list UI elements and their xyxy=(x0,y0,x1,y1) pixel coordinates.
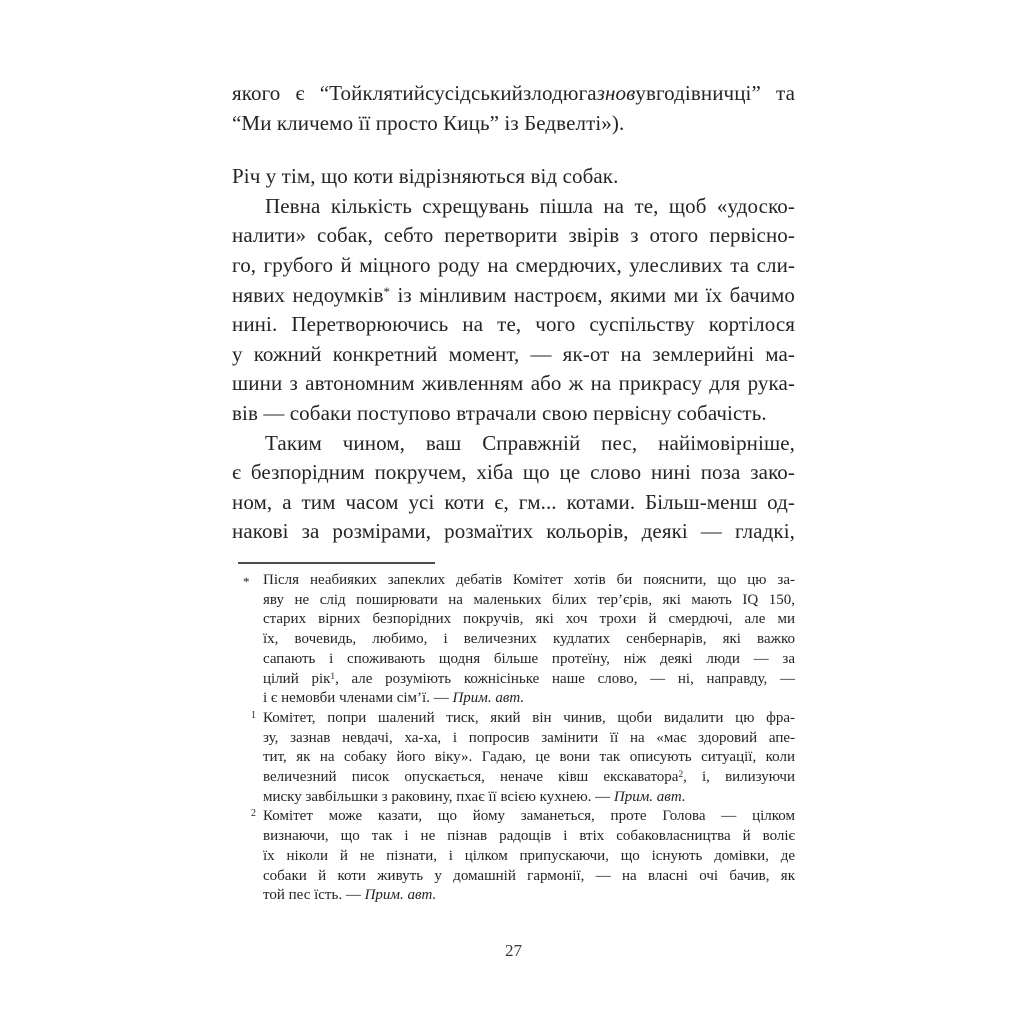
footnote-line xyxy=(263,768,795,788)
body-line xyxy=(232,281,795,311)
text-segment: Річ у тім, що коти відрізняються від собак. xyxy=(232,164,619,189)
footnote-line xyxy=(263,630,795,650)
text-segment: шини з автономним живленням або ж на прикрасу для рука- xyxy=(232,371,795,396)
body-line xyxy=(232,109,795,139)
text-segment: собаки й коти живуть у домашній гармонії, — на власні очі бачив, як xyxy=(263,867,795,884)
text-segment: Після неабияких запеклих дебатів Комітет хотів би пояснити, що цю за- xyxy=(263,572,795,588)
text-segment: у кожний конкретний момент, — як-от на землерийні ма- xyxy=(232,341,795,366)
text-segment: “Ми кличемо її просто Киць” із Бедвелті»). xyxy=(232,110,625,135)
text-segment: зу, зазнав невдачі, ха-ха, і попросив замінити її на «має здоровий апе- xyxy=(263,729,795,746)
footnote-line xyxy=(263,670,795,690)
footnote-separator-rule xyxy=(238,562,435,564)
body-line xyxy=(232,429,795,459)
footnote-ref-marker: 2 xyxy=(678,769,684,780)
paragraph xyxy=(232,162,795,192)
footnote xyxy=(251,807,795,906)
footnote-line xyxy=(263,807,795,827)
italic-text: Прим. авт. xyxy=(452,690,525,707)
paragraph xyxy=(232,192,795,429)
footnote-line xyxy=(263,867,795,887)
body-line xyxy=(232,340,795,370)
body-line xyxy=(232,192,795,222)
footnote-line xyxy=(263,650,795,670)
footnote-marker: 1 xyxy=(251,709,256,721)
text-segment: цілий рік xyxy=(263,670,331,687)
text-segment: їх ніколи й не пізнати, і цілком припускаючи, що існують домівки, де xyxy=(263,847,795,864)
footnote-ref-marker: 1 xyxy=(330,671,336,682)
footnote-line xyxy=(263,748,795,768)
body-line xyxy=(232,458,795,488)
body-line xyxy=(232,488,795,518)
text-segment: визнаючи, що так і не пізнав радощів і втіх собаковласництва й воліє xyxy=(263,828,795,845)
text-segment: із мінливим настроєм, якими ми їх бачимо xyxy=(390,282,795,307)
body-line xyxy=(232,79,795,109)
footnotes-section xyxy=(243,571,796,906)
footnote xyxy=(243,571,795,709)
text-segment: є безпорідним покручем, хіба що це слово нині поза зако- xyxy=(232,460,795,485)
footnote-line xyxy=(263,847,795,867)
paragraph xyxy=(232,429,795,547)
text-segment: , і, вилизуючи xyxy=(683,769,796,786)
text-segment: , але розуміють кожнісіньке наше слово, — ні, направду, — xyxy=(335,670,795,687)
footnote-line xyxy=(263,827,795,847)
footnote-line xyxy=(263,709,795,729)
footnote-line xyxy=(263,610,795,630)
footnote-marker: 2 xyxy=(251,808,256,820)
text-segment: вів — собаки поступово втрачали свою первісну собачість. xyxy=(232,400,767,425)
text-segment: той пес їсть. — xyxy=(263,887,365,904)
body-line xyxy=(232,221,795,251)
footnote-line xyxy=(263,729,795,749)
text-segment: Комітет може казати, що йому заманеться, проте Голова — цілком xyxy=(263,808,795,825)
text-segment: якого є “Тойклятийсусідськийзлодюга xyxy=(232,81,597,105)
text-segment: тит, як на собаку його віку». Гадаю, це вони так описують ситуації, коли xyxy=(263,749,795,766)
text-segment: їх, вочевидь, любимо, і величезних кудлатих сенбернарів, які важко xyxy=(263,631,795,648)
page-number: 27 xyxy=(505,941,522,960)
page-body-text xyxy=(232,79,795,547)
text-segment: Певна кількість схрещувань пішла на те, щоб «удоско- xyxy=(265,193,795,218)
text-segment: ном, а тим часом усі коти є, гм... котами. Більш-менш од- xyxy=(232,489,795,514)
paragraph xyxy=(232,79,795,138)
footnote-marker: * xyxy=(243,574,250,589)
text-segment: увгодівничці” та xyxy=(635,81,795,105)
body-line xyxy=(232,369,795,399)
footnote-line xyxy=(263,886,795,906)
footnote-line xyxy=(263,591,795,611)
body-line xyxy=(232,251,795,281)
italic-text: Прим. авт. xyxy=(613,788,686,805)
text-segment: сапають і споживають щодня більше протеїну, ніж деякі люди — за xyxy=(263,650,795,667)
text-segment: старих вірних безпорідних покручів, які хоч трохи й смердючі, але ми xyxy=(263,611,795,628)
text-segment: го, грубого й міцного роду на смердючих, улесливих та сли- xyxy=(232,252,795,277)
text-segment: налити» собак, себто перетворити звірів з отого первісно- xyxy=(232,223,795,248)
body-line xyxy=(232,162,795,192)
text-segment: Комітет, попри шалений тиск, який він чинив, щоби видалити цю фра- xyxy=(263,709,795,726)
footnote-line xyxy=(263,571,795,591)
text-segment: і є немовби членами сім’ї. — xyxy=(263,690,453,707)
footnote-line xyxy=(263,689,795,709)
text-segment: нині. Перетворюючись на те, чого суспільству кортілося xyxy=(232,312,795,337)
text-segment: нявих недоумків xyxy=(232,282,384,307)
italic-text: знов xyxy=(596,81,636,105)
text-segment: яву не слід поширювати на маленьких білих тер’єрів, які мають IQ 150, xyxy=(263,591,795,608)
text-segment: Таким чином, ваш Справжній пес, найімовірніше, xyxy=(265,430,795,455)
footnote-line xyxy=(263,788,795,808)
italic-text: Прим. авт. xyxy=(364,887,437,904)
footnote xyxy=(251,709,796,808)
text-segment: накові за розмірами, розмаїтих кольорів, деякі — гладкі, xyxy=(232,519,795,544)
text-segment: величезний писок опускається, неначе ківш екскаватора xyxy=(263,769,679,786)
text-segment: миску завбільшки з раковину, пхає її всією кухнею. — xyxy=(263,788,614,805)
body-line xyxy=(232,310,795,340)
body-line xyxy=(232,399,795,429)
footnote-ref-marker: * xyxy=(383,283,391,299)
body-line xyxy=(232,517,795,547)
